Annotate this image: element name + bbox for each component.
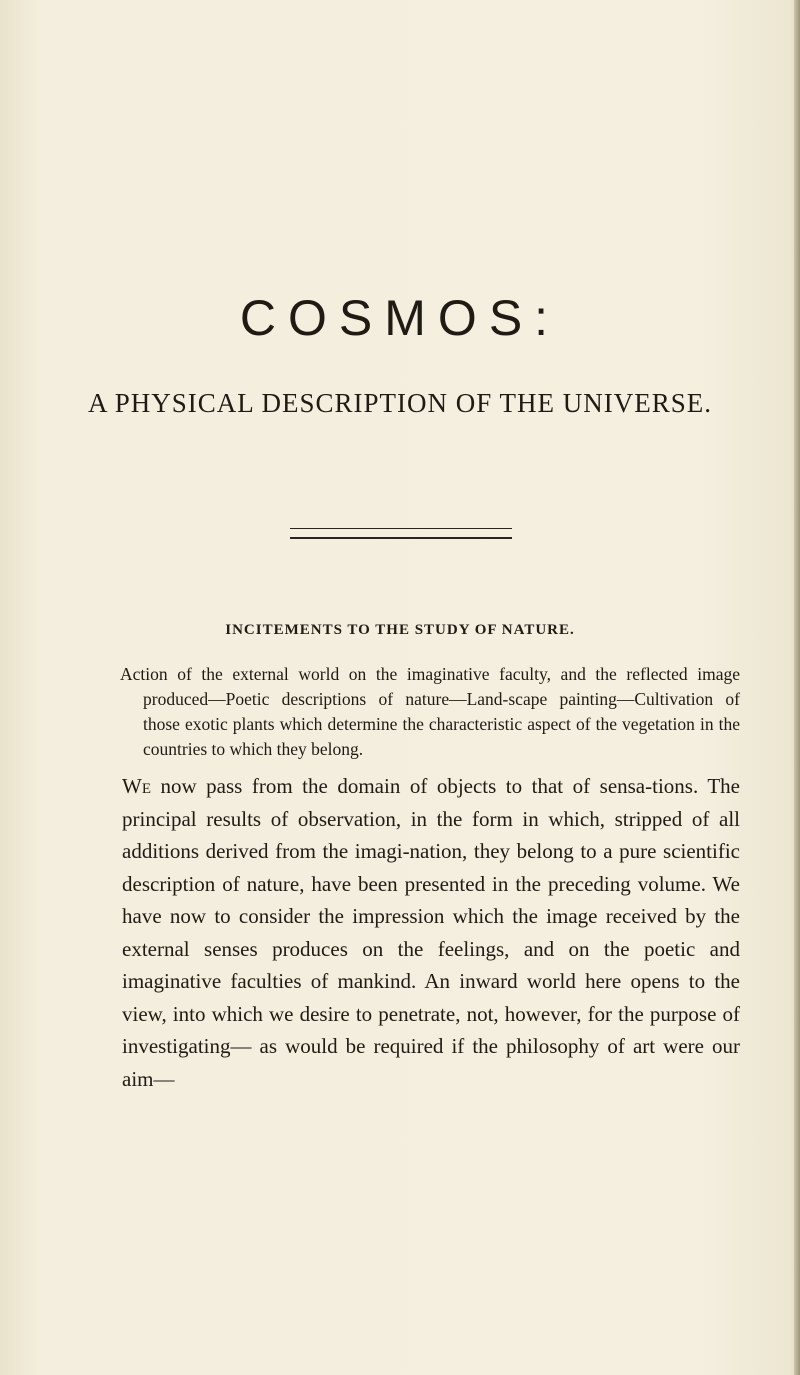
section-summary	[120, 662, 740, 762]
page-edge	[794, 0, 800, 1375]
book-title: COSMOS:	[239, 290, 561, 346]
book-subtitle: A PHYSICAL DESCRIPTION OF THE UNIVERSE.	[87, 388, 713, 418]
section-heading: INCITEMENTS TO THE STUDY OF NATURE.	[225, 622, 575, 638]
body-text: now pass from the domain of objects to that of sensa-tions. The principal results of observation, in the form in which, stripped of all additions derived from the imagi-nation, they belong to a pure scientific description of nature, have been presented in the preceding volume. We have now to consider the impression which the image received by the external senses produces on the feelings, and on the poetic and imaginative faculties of mankind. An inward world here opens to the view, into which we desire to penetrate, not, however, for the purpose of investigating— as would be required if the philosophy of art were our aim—	[122, 774, 740, 1091]
lead-word: We	[122, 774, 151, 798]
divider-rule	[290, 528, 512, 539]
summary-text: Action of the external world on the imaginative faculty, and the reflected image produced—Poetic descriptions of nature—Land-scape painting—Cultivation of those exotic plants which determine the characteristic aspect of the vegetation in the countries to which they belong.	[120, 664, 740, 759]
body-paragraph	[122, 770, 740, 1095]
